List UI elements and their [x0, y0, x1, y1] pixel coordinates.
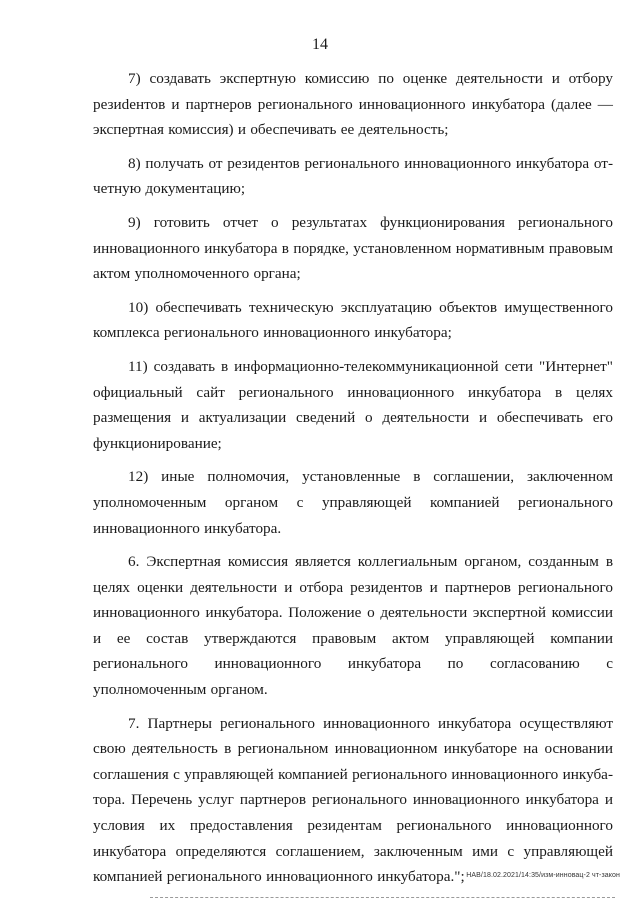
paragraph-item-10: 10) обеспечивать техническую эксплуатацию объектов имущественного комплекса регионального инновационного инкубатора; — [93, 298, 613, 342]
paragraph-section-6: 6. Экспертная комиссия является коллегиальным органом, созданным в целях оценки деятельности и отбора резидентов и партнеров регионального инновационного инкубатора. Положение о деятельности экспертной комиссии и ее состав утверждаются правовым актом управляющей компании регионального инновационного инкубатора по согласованию с уполномоченным органом. — [93, 553, 613, 699]
document-body — [93, 66, 613, 890]
footer-divider — [150, 897, 615, 898]
paragraph-item-11: 11) создавать в информационно-телекоммуникационной сети "Интернет" официальный сайт регионального инновационного инкубатора в целях размещения и актуализации сведений о деятельности и обеспечивать его функционирование; — [93, 357, 613, 452]
paragraph-item-12: 12) иные полномочия, установленные в соглашении, заключенном уполномоченным органом с управляющей компанией регионального инновационного инкубатора. — [93, 468, 613, 537]
paragraph-item-8: 8) получать от резидентов регионального инновационного инкубатора отчетную документацию; — [93, 154, 613, 198]
page-number: 14 — [312, 36, 328, 53]
paragraph-item-9: 9) готовить отчет о результатах функционирования регионального инновационного инкубатора в порядке, установленном нормативным правовым актом уполномоченного органа; — [93, 213, 613, 283]
paragraph-item-7: 7) создавать экспертную комиссию по оценке деятельности и отбору резиdентов и партнеров регионального инновационного инкубатора (далее — экспертная комиссия) и обеспечивать ее деятельность; — [93, 70, 613, 139]
footer-stamp: НАВ/18.02.2021/14:35/изм-инновац-2 чт-закон — [466, 872, 620, 879]
paragraph-section-7: 7. Партнеры регионального инновационного инкубатора осуществляют свою деятельность в региональном инновационном инкубаторе на основании соглашения с управляющей компанией регионального инновационного инкубатора. Перечень услуг партнеров регионального инновационного инкубатора и условия их предоставления резидентам регионального инновационного инкубатора определяются соглашением, заключенным ими с управляющей компанией регионального инновационного инкубатора."; — [93, 714, 613, 886]
